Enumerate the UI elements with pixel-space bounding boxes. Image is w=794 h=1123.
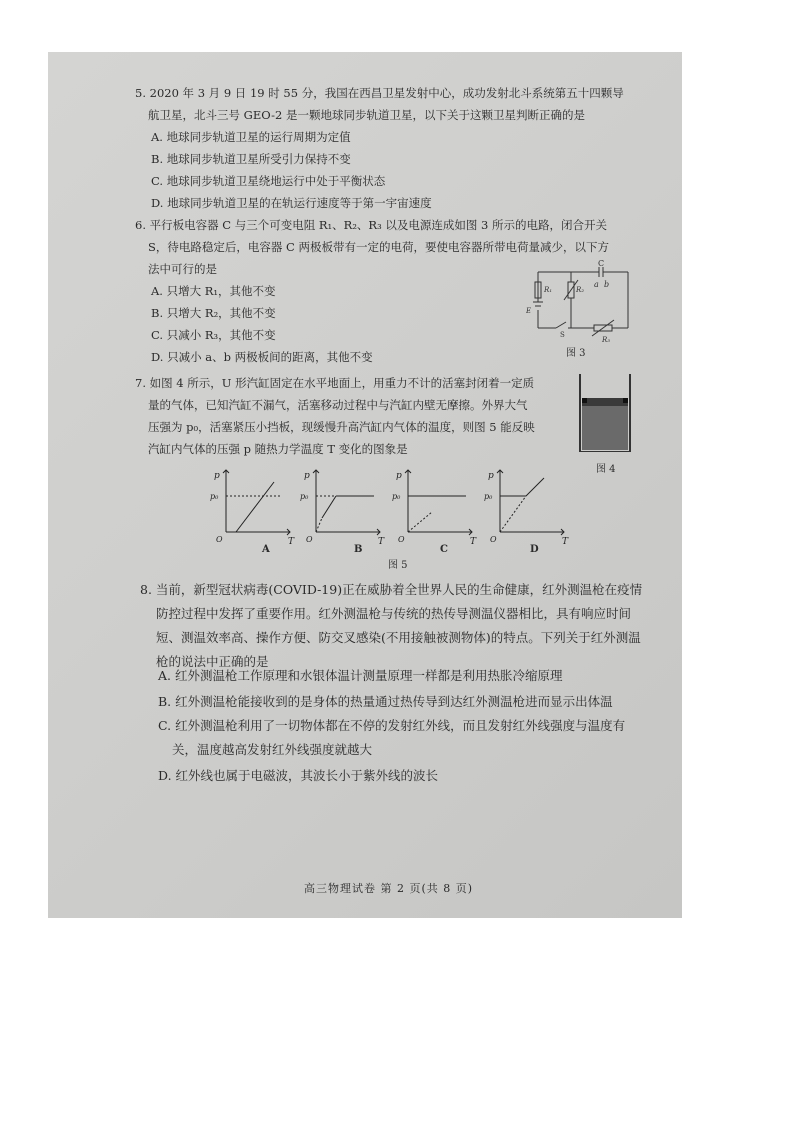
figure-4-caption: 图 4 (596, 464, 616, 475)
q8-option-d: D. 红外线也属于电磁波，其波长小于紫外线的波长 (158, 768, 439, 783)
graph-a-label: A (262, 544, 270, 555)
graph-d-label: D (530, 544, 539, 555)
label-e: E (526, 307, 532, 315)
graph-b-o-label: O (306, 535, 313, 544)
q8-option-b: B. 红外测温枪能接收到的是身体的热量通过热传导到达红外测温枪进而显示出体温 (158, 694, 613, 709)
figure-5-caption: 图 5 (388, 560, 408, 571)
figure-3-caption: 图 3 (566, 348, 586, 359)
label-b: b (604, 280, 610, 289)
graph-a-o-label: O (216, 535, 223, 544)
graph-d-o-label: O (490, 535, 497, 544)
q6-option-b: B. 只增大 R₂，其他不变 (151, 306, 276, 320)
scanned-page (48, 52, 682, 918)
page-footer: 高三物理试卷 第 2 页(共 8 页) (304, 882, 474, 895)
graph-d-p-label: p (488, 471, 494, 481)
graph-a-t-label: T (288, 537, 295, 546)
q7-line1: 7. 如图 4 所示，U 形汽缸固定在水平地面上，用重力不计的活塞封闭着一定质 (135, 376, 535, 390)
q8-option-c-continued: 关，温度越高发射红外线强度就越大 (172, 742, 373, 757)
graph-c-t-label: T (470, 537, 477, 546)
label-s: S (560, 331, 565, 339)
q7-line4: 汽缸内气体的压强 p 随热力学温度 T 变化的图象是 (148, 442, 408, 456)
graph-b-t-label: T (378, 537, 385, 546)
graph-a (210, 466, 296, 546)
graph-c-label: C (440, 544, 448, 555)
graph-a-p-label: p (214, 471, 220, 481)
q5-option-b: B. 地球同步轨道卫星所受引力保持不变 (151, 152, 351, 166)
label-r2: R₂ (576, 286, 585, 294)
q6-option-c: C. 只减小 R₃，其他不变 (151, 328, 276, 342)
q8-option-a: A. 红外测温枪工作原理和水银体温计测量原理一样都是利用热胀冷缩原理 (158, 668, 563, 683)
q8-line2: 防控过程中发挥了重要作用。红外测温枪与传统的热传导测温仪器相比，具有响应时间 (156, 606, 632, 621)
label-r3: R₃ (602, 336, 611, 344)
graph-d-p0-label: p₀ (484, 492, 493, 501)
graph-a-p0-label: p₀ (210, 492, 219, 501)
q6-line1: 6. 平行板电容器 C 与三个可变电阻 R₁、R₂、R₃ 以及电源连成如图 3 所示的电路，闭合开关 (135, 218, 607, 232)
q6-option-d: D. 只减小 a、b 两极板间的距离，其他不变 (151, 350, 373, 364)
cylinder-figure-4 (574, 372, 638, 452)
q5-option-a: A. 地球同步轨道卫星的运行周期为定值 (151, 130, 351, 144)
q8-line4: 枪的说法中正确的是 (156, 654, 269, 669)
graph-b-p0-label: p₀ (300, 492, 309, 501)
graph-c-p0-label: p₀ (392, 492, 401, 501)
graph-b-p-label: p (304, 471, 310, 481)
q5-line2: 航卫星，北斗三号 GEO-2 是一颗地球同步轨道卫星，以下关于这颗卫星判断正确的是 (148, 108, 585, 122)
q8-line1: 8. 当前，新型冠状病毒(COVID-19)正在威胁着全世界人民的生命健康，红外测温枪在疫情 (140, 582, 643, 597)
label-c: C (598, 260, 605, 268)
q7-line2: 量的气体，已知汽缸不漏气，活塞移动过程中与汽缸内壁无摩擦。外界大气 (148, 398, 528, 412)
graph-c (392, 466, 478, 546)
q8-option-c: C. 红外测温枪利用了一切物体都在不停的发射红外线，而且发射红外线强度与温度有 (158, 718, 626, 733)
graph-b-label: B (354, 544, 363, 555)
label-a: a (594, 280, 599, 289)
graph-c-p-label: p (396, 471, 402, 481)
q5-option-c: C. 地球同步轨道卫星绕地运行中处于平衡状态 (151, 174, 386, 188)
graph-d-t-label: T (562, 537, 569, 546)
q6-line2: S，待电路稳定后，电容器 C 两极板带有一定的电荷，要使电容器所带电荷量减少，以下方 (148, 240, 609, 254)
graph-c-o-label: O (398, 535, 405, 544)
q7-line3: 压强为 p₀，活塞紧压小挡板，现缓慢升高汽缸内气体的温度，则图 5 能反映 (148, 420, 535, 434)
q6-line3: 法中可行的是 (148, 262, 217, 276)
q5-option-d: D. 地球同步轨道卫星的在轨运行速度等于第一宇宙速度 (151, 196, 432, 210)
q5-line1: 5. 2020 年 3 月 9 日 19 时 55 分，我国在西昌卫星发射中心，成功发射北斗系统第五十四颗导 (135, 86, 624, 100)
label-r1: R₁ (544, 286, 553, 294)
graph-b (300, 466, 386, 546)
graph-d (484, 466, 570, 546)
q6-option-a: A. 只增大 R₁，其他不变 (151, 284, 276, 298)
q8-line3: 短、测温效率高、操作方便、防交叉感染(不用接触被测物体)的特点。下列关于红外测温 (156, 630, 641, 645)
